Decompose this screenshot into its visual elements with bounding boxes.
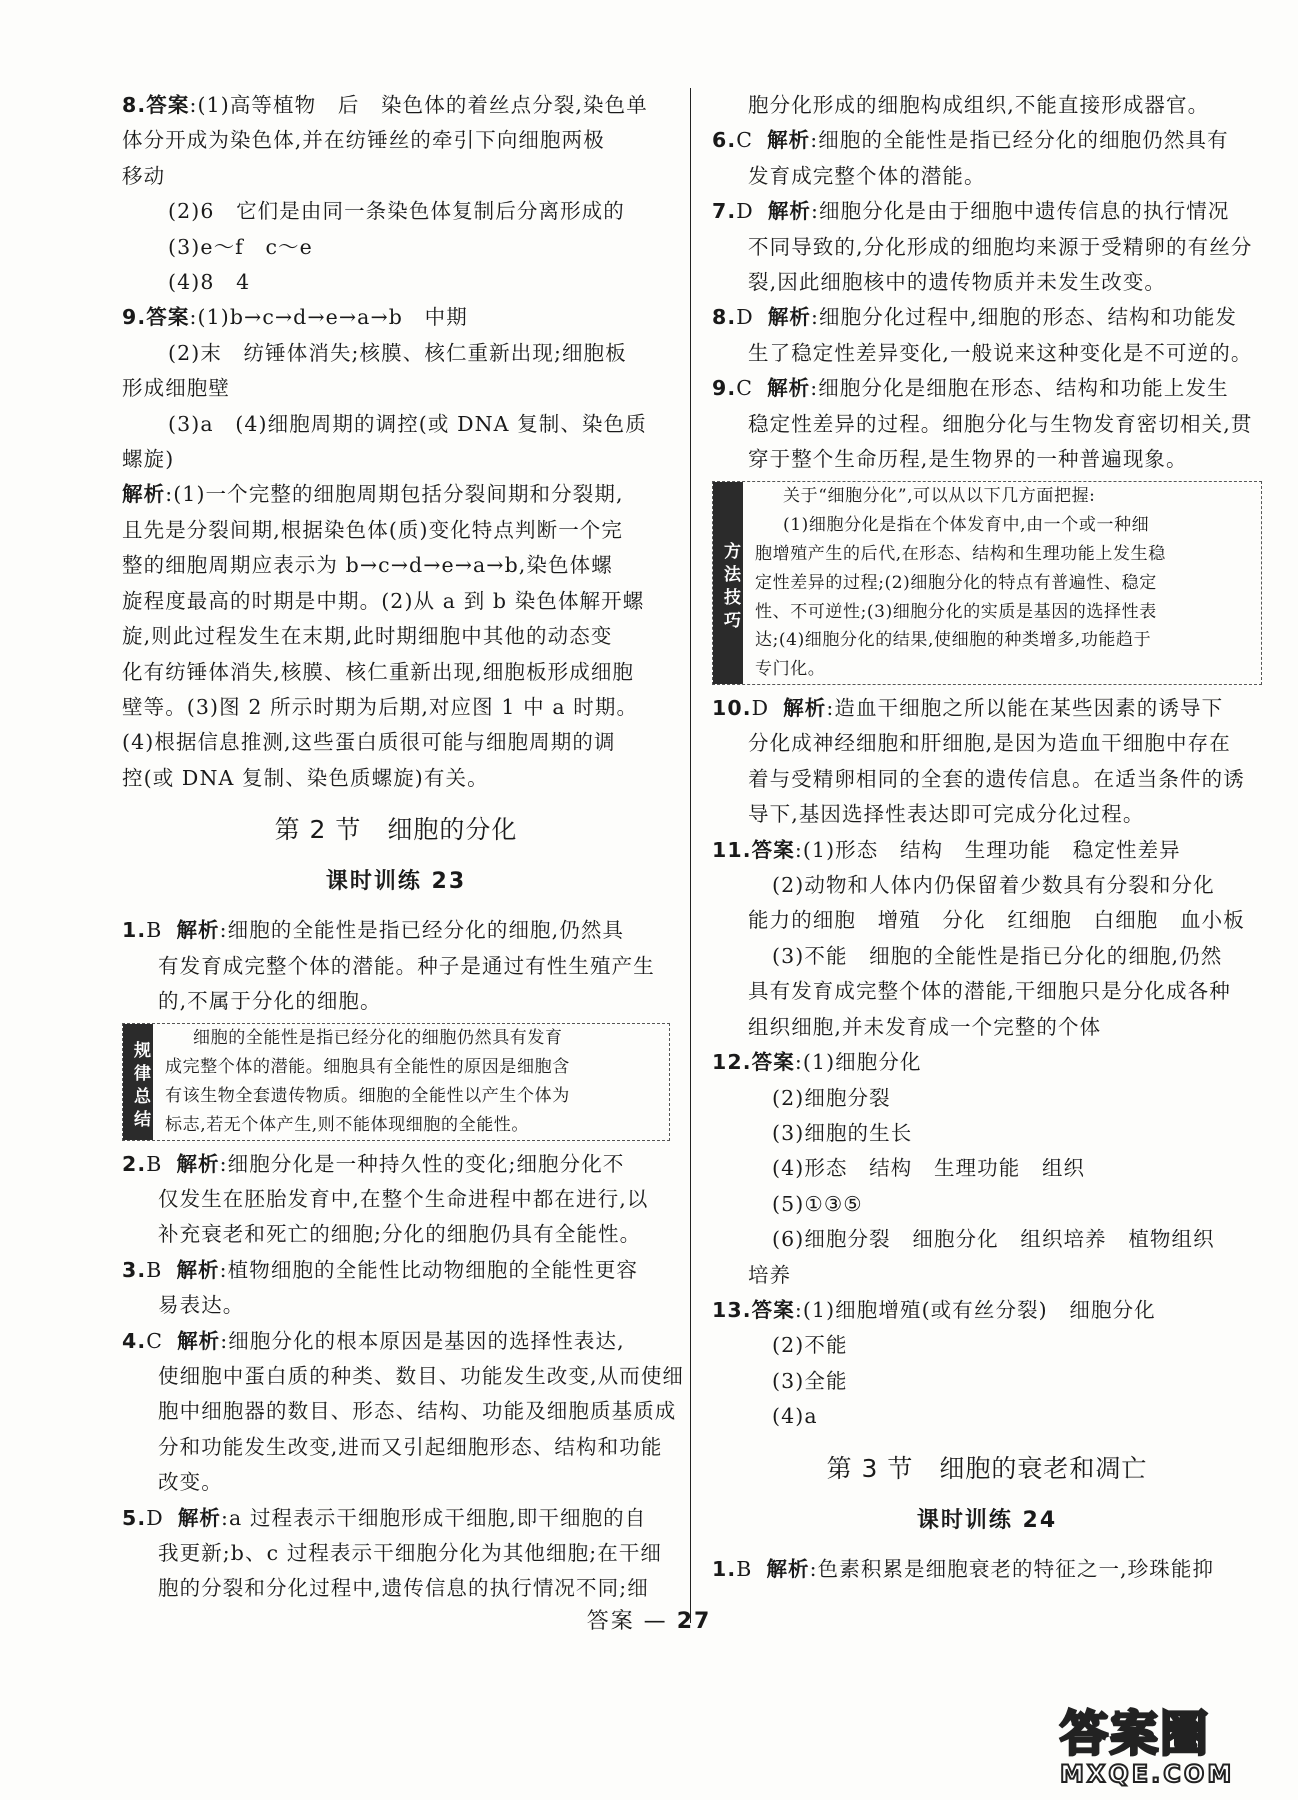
line-text: 旋,则此过程发生在末期,此时期细胞中其他的动态变 [122,624,613,649]
answer-label: 解析 [176,1257,220,1282]
text-line [122,1147,670,1182]
text-line [122,1288,670,1323]
text-line [712,1151,1262,1186]
watermark-text: 答案圈 [1060,1706,1211,1762]
answer-label: 解析 [177,1328,221,1353]
text-line [123,1053,669,1082]
line-text: 胞中细胞器的数目、形态、结构、功能及细胞质基质成 [158,1399,677,1424]
text-line [712,1081,1262,1116]
answer-label: 解析 [766,1556,810,1581]
line-text: :(1)形态 结构 生理功能 稳定性差异 [794,837,1181,862]
answer-label: 解析 [122,482,166,507]
right-answer-block-2 [712,691,1262,1435]
text-line [122,407,670,442]
line-text: 胞增殖产生的后代,在形态、结构和生理功能上发生稳 [755,544,1166,565]
text-line [712,300,1262,335]
text-line [123,1111,669,1140]
line-text: 分化成神经细胞和肝细胞,是因为造血干细胞中存在 [748,731,1231,756]
question-number: 4. [122,1328,147,1353]
question-number: 1. [712,1556,737,1581]
left-answer-block-1 [122,88,670,796]
text-line [122,584,670,619]
answer-label: 解析 [176,1151,220,1176]
answer-label: 解析 [767,305,812,330]
question-number: 8. [712,305,737,330]
text-line [712,762,1262,797]
text-line [122,1182,670,1217]
text-line [122,88,670,123]
text-line [122,1430,670,1465]
text-line [712,974,1262,1009]
line-text: 壁等。(3)图 2 所示时期为后期,对应图 1 中 a 时期。 [122,694,639,719]
line-text: :细胞的全能性是指已经分化的细胞仍然具有 [810,128,1229,153]
answer-label: 答案 [751,1050,795,1075]
text-line [122,1324,670,1359]
line-text: (4)根据信息推测,这些蛋白质很可能与细胞周期的调 [122,730,616,755]
line-text: :(1)b→c→d→e→a→b 中期 [189,305,468,330]
lesson-title-24: 课时训练 24 [916,1507,1058,1533]
text-line [712,1399,1262,1434]
question-number: 9. [122,305,147,330]
tip-tag: 方法技巧 [713,482,743,684]
answer-label: 答案 [751,1297,795,1322]
text-line [122,159,670,194]
line-text: 且先是分裂间期,根据染色体(质)变化特点判断一个完 [122,517,624,542]
text-line [122,1394,677,1429]
text-line [122,1465,670,1500]
line-text: (1)细胞分化是指在个体发育中,由一个或一种细 [783,515,1150,536]
line-text: :细胞分化是一种持久性的变化;细胞分化不 [219,1151,625,1176]
text-line [122,477,670,512]
answer-label: 解析 [767,199,812,224]
line-text: (2)6 它们是由同一条染色体复制后分离形成的 [168,199,625,224]
line-text: (3)不能 细胞的全能性是指已分化的细胞,仍然 [772,943,1223,968]
choice-answer: C [146,1328,164,1353]
line-text: :a 过程表示干细胞形成干细胞,即干细胞的自 [221,1505,647,1530]
choice-answer: C [736,376,754,401]
line-text: (2)细胞分裂 [772,1085,891,1110]
text-line [122,194,670,229]
text-line [122,230,670,265]
text-line [712,371,1262,406]
line-text: :造血干细胞之所以能在某些因素的诱导下 [826,696,1224,721]
text-line [712,442,1262,477]
line-text: 仅发生在胚胎发育中,在整个生命进程中都在进行,以 [158,1186,649,1211]
line-text: 易表达。 [158,1293,245,1318]
text-line [122,913,670,948]
page-footer [0,1604,1298,1635]
line-text: 化有纺锤体消失,核膜、核仁重新出现,细胞板形成细胞 [122,659,635,684]
watermark-logo [1060,1695,1285,1790]
text-line [712,1364,1262,1399]
text-line [122,300,670,335]
text-line [712,726,1262,761]
line-text: (4)8 4 [168,270,251,295]
right-answer-block-1 [712,88,1262,477]
line-text: 胞的分裂和分化过程中,遗传信息的执行情况不同;细 [158,1576,649,1601]
line-text: :细胞分化过程中,细胞的形态、结构和功能发 [811,305,1238,330]
text-line [712,691,1262,726]
line-text: 整的细胞周期应表示为 b→c→d→e→a→b,染色体螺 [122,553,613,578]
text-line [712,868,1262,903]
line-text: 穿于整个生命历程,是生物界的一种普遍现象。 [748,447,1188,472]
text-line [123,1082,669,1111]
line-text: (2)末 纺锤体消失;核膜、核仁重新出现;细胞板 [168,340,627,365]
left-column [122,88,685,1607]
line-text: (5)①③⑤ [772,1191,863,1216]
text-line [712,230,1262,265]
text-line [713,598,1261,627]
line-text: 标志,若无个体产生,则不能体现细胞的全能性。 [165,1114,530,1135]
line-text: (4)a [772,1404,818,1429]
line-text: :细胞分化是由于细胞中遗传信息的执行情况 [811,199,1230,224]
line-text: 发育成完整个体的潜能。 [748,163,986,188]
line-text: (3)全能 [772,1368,848,1393]
watermark-url: MXQE.COM [1060,1760,1235,1788]
text-line [122,371,670,406]
question-number: 8. [122,93,147,117]
text-line [712,833,1262,868]
line-text: 体分开成为染色体,并在纺锤丝的牵引下向细胞两极 [122,128,605,153]
line-text: 形成细胞壁 [122,376,230,401]
line-text: :(1)一个完整的细胞周期包括分裂间期和分裂期, [165,482,624,507]
right-column [712,88,1262,1587]
text-line [712,265,1262,300]
lesson-title-23: 课时训练 23 [325,869,467,895]
text-line [713,482,1261,511]
answer-label: 解析 [767,128,811,153]
text-line [713,655,1261,684]
text-line [122,1501,670,1536]
question-number: 3. [122,1257,147,1282]
text-line [712,1010,1262,1045]
text-line [712,336,1262,371]
line-text: 不同导致的,分化形成的细胞均来源于受精卵的有丝分 [748,234,1253,259]
line-text: 胞分化形成的细胞构成组织,不能直接形成器官。 [748,93,1210,117]
line-text: 生了稳定性差异变化,一般说来这种变化是不可逆的。 [748,340,1253,365]
question-number: 2. [122,1151,147,1176]
line-text: 稳定性差异的过程。细胞分化与生物发育密切相关,贯 [748,411,1253,436]
line-text: 着与受精卵相同的全套的遗传信息。在适当条件的诱 [748,766,1245,791]
question-number: 1. [122,918,147,943]
choice-answer: D [751,696,770,721]
line-text: 细胞的全能性是指已经分化的细胞仍然具有发育 [193,1028,563,1049]
text-line [122,619,670,654]
text-line [712,1116,1262,1151]
page-number: 27 [676,1609,712,1634]
choice-answer: D [736,199,754,224]
line-text: 导下,基因选择性表达即可完成分化过程。 [748,802,1145,827]
line-text: 移动 [122,163,166,188]
line-text: 达;(4)细胞分化的结果,使细胞的种类增多,功能趋于 [755,630,1152,651]
text-line [712,1258,1262,1293]
text-line [712,1293,1262,1328]
text-line [712,1045,1262,1080]
line-text: 专门化。 [755,659,826,680]
text-line [122,548,670,583]
choice-answer: B [146,1151,163,1176]
text-line [713,540,1261,569]
line-text: (2)不能 [772,1333,848,1358]
choice-answer: B [146,1257,163,1282]
line-text: 有该生物全套遗传物质。细胞的全能性以产生个体为 [165,1085,570,1106]
question-number: 7. [712,199,737,224]
line-text: 螺旋) [122,447,175,472]
line-text: 性、不可逆性;(3)细胞分化的实质是基因的选择性表 [755,601,1157,622]
line-text: (3)e～f c～e [168,234,313,259]
line-text: :(1)细胞分化 [794,1050,922,1075]
text-line [712,123,1262,158]
tip-box-method-tips [712,481,1262,685]
line-text: 组织细胞,并未发育成一个完整的个体 [748,1014,1102,1039]
text-line [712,1222,1262,1257]
answer-label: 解析 [767,376,811,401]
section-title-2: 第 2 节 细胞的分化 [274,815,518,845]
line-text: 定性差异的过程;(2)细胞分化的特点有普遍性、稳定 [755,572,1157,593]
line-text: (2)动物和人体内仍保留着少数具有分裂和分化 [772,873,1215,898]
line-text: 控(或 DNA 复制、染色质螺旋)有关。 [122,765,489,790]
line-text: 补充衰老和死亡的细胞;分化的细胞仍具有全能性。 [158,1222,642,1247]
text-line [712,88,1262,123]
line-text: 具有发育成完整个体的潜能,干细胞只是分化成各种 [748,979,1231,1004]
text-line [122,1359,685,1394]
text-line [712,939,1262,974]
text-line [712,407,1262,442]
text-line [712,194,1262,229]
text-line [712,1552,1262,1587]
line-text: (3)细胞的生长 [772,1120,913,1145]
text-line [122,655,670,690]
left-answer-block-3 [122,1147,685,1607]
text-line [122,336,670,371]
line-text: (4)形态 结构 生理功能 组织 [772,1156,1086,1181]
text-line [122,1253,670,1288]
choice-answer: B [146,918,163,943]
answer-label: 解析 [783,696,827,721]
text-line [712,1187,1262,1222]
text-line [122,1536,670,1571]
line-text: :植物细胞的全能性比动物细胞的全能性更容 [219,1257,639,1282]
left-answer-block-2 [122,913,670,1019]
question-number: 10. [712,696,752,721]
line-text: 裂,因此细胞核中的遗传物质并未发生改变。 [748,270,1167,295]
line-text: :细胞分化的根本原因是基因的选择性表达, [220,1328,625,1353]
answer-label: 答案 [751,837,795,862]
text-line [122,1571,670,1606]
text-line [712,797,1262,832]
text-line [122,984,670,1019]
line-text: 能力的细胞 增殖 分化 红细胞 白细胞 血小板 [748,908,1245,933]
line-text: (3)a (4)细胞周期的调控(或 DNA 复制、染色质 [168,411,647,436]
line-text: 关于“细胞分化”,可以从以下几方面把握: [783,486,1096,507]
line-text: 分和功能发生改变,进而又引起细胞形态、结构和功能 [158,1434,663,1459]
text-line [123,1024,669,1053]
line-text: 使细胞中蛋白质的种类、数目、功能发生改变,从而使细 [158,1363,685,1388]
text-line [122,949,670,984]
line-text: 的,不属于分化的细胞。 [158,988,382,1013]
line-text: 有发育成完整个体的潜能。种子是通过有性生殖产生 [158,953,655,978]
line-text: :色素积累是细胞衰老的特征之一,珍珠能抑 [809,1556,1215,1581]
choice-answer: D [146,1505,164,1530]
choice-answer: B [736,1556,753,1581]
tip-box-rule-summary [122,1023,670,1140]
tip-tag: 规律总结 [123,1024,153,1139]
text-line [122,442,670,477]
text-line [713,511,1261,540]
text-line [122,725,670,760]
answer-label: 答案 [146,93,190,117]
answer-label: 解析 [176,918,220,943]
line-text: :细胞的全能性是指已经分化的细胞,仍然具 [219,918,625,943]
column-divider [690,88,691,1623]
text-line [122,123,670,158]
footer-prefix: 答案 — [586,1609,668,1634]
line-text: 我更新;b、c 过程表示干细胞分化为其他细胞;在干细 [158,1541,663,1565]
text-line [712,903,1262,938]
question-number: 5. [122,1505,147,1530]
choice-answer: D [736,305,754,330]
right-answer-block-3 [712,1552,1262,1587]
text-line [122,761,670,796]
text-line [712,159,1262,194]
text-line [122,690,670,725]
question-number: 12. [712,1050,752,1075]
line-text: (6)细胞分裂 细胞分化 组织培养 植物组织 [772,1227,1215,1252]
question-number: 6. [712,128,737,153]
line-text: :(1)细胞增殖(或有丝分裂) 细胞分化 [794,1297,1156,1322]
answer-label: 答案 [146,305,190,330]
text-line [122,1217,670,1252]
line-text: :细胞分化是细胞在形态、结构和功能上发生 [810,376,1229,401]
question-number: 13. [712,1297,752,1322]
question-number: 11. [712,837,752,862]
section-title-3: 第 3 节 细胞的衰老和凋亡 [826,1453,1148,1483]
text-line [122,265,670,300]
text-line [712,1328,1262,1363]
text-line [713,569,1261,598]
text-line [122,513,670,548]
line-text: 成完整个体的潜能。细胞具有全能性的原因是细胞含 [165,1057,570,1078]
question-number: 9. [712,376,737,401]
answer-label: 解析 [177,1505,222,1530]
text-line [713,626,1261,655]
line-text: 旋程度最高的时期是中期。(2)从 a 到 b 染色体解开螺 [122,588,645,613]
line-text: :(1)高等植物 后 染色体的着丝点分裂,染色单 [189,93,648,117]
line-text: 培养 [748,1262,792,1287]
choice-answer: C [736,128,754,153]
line-text: 改变。 [158,1470,223,1495]
